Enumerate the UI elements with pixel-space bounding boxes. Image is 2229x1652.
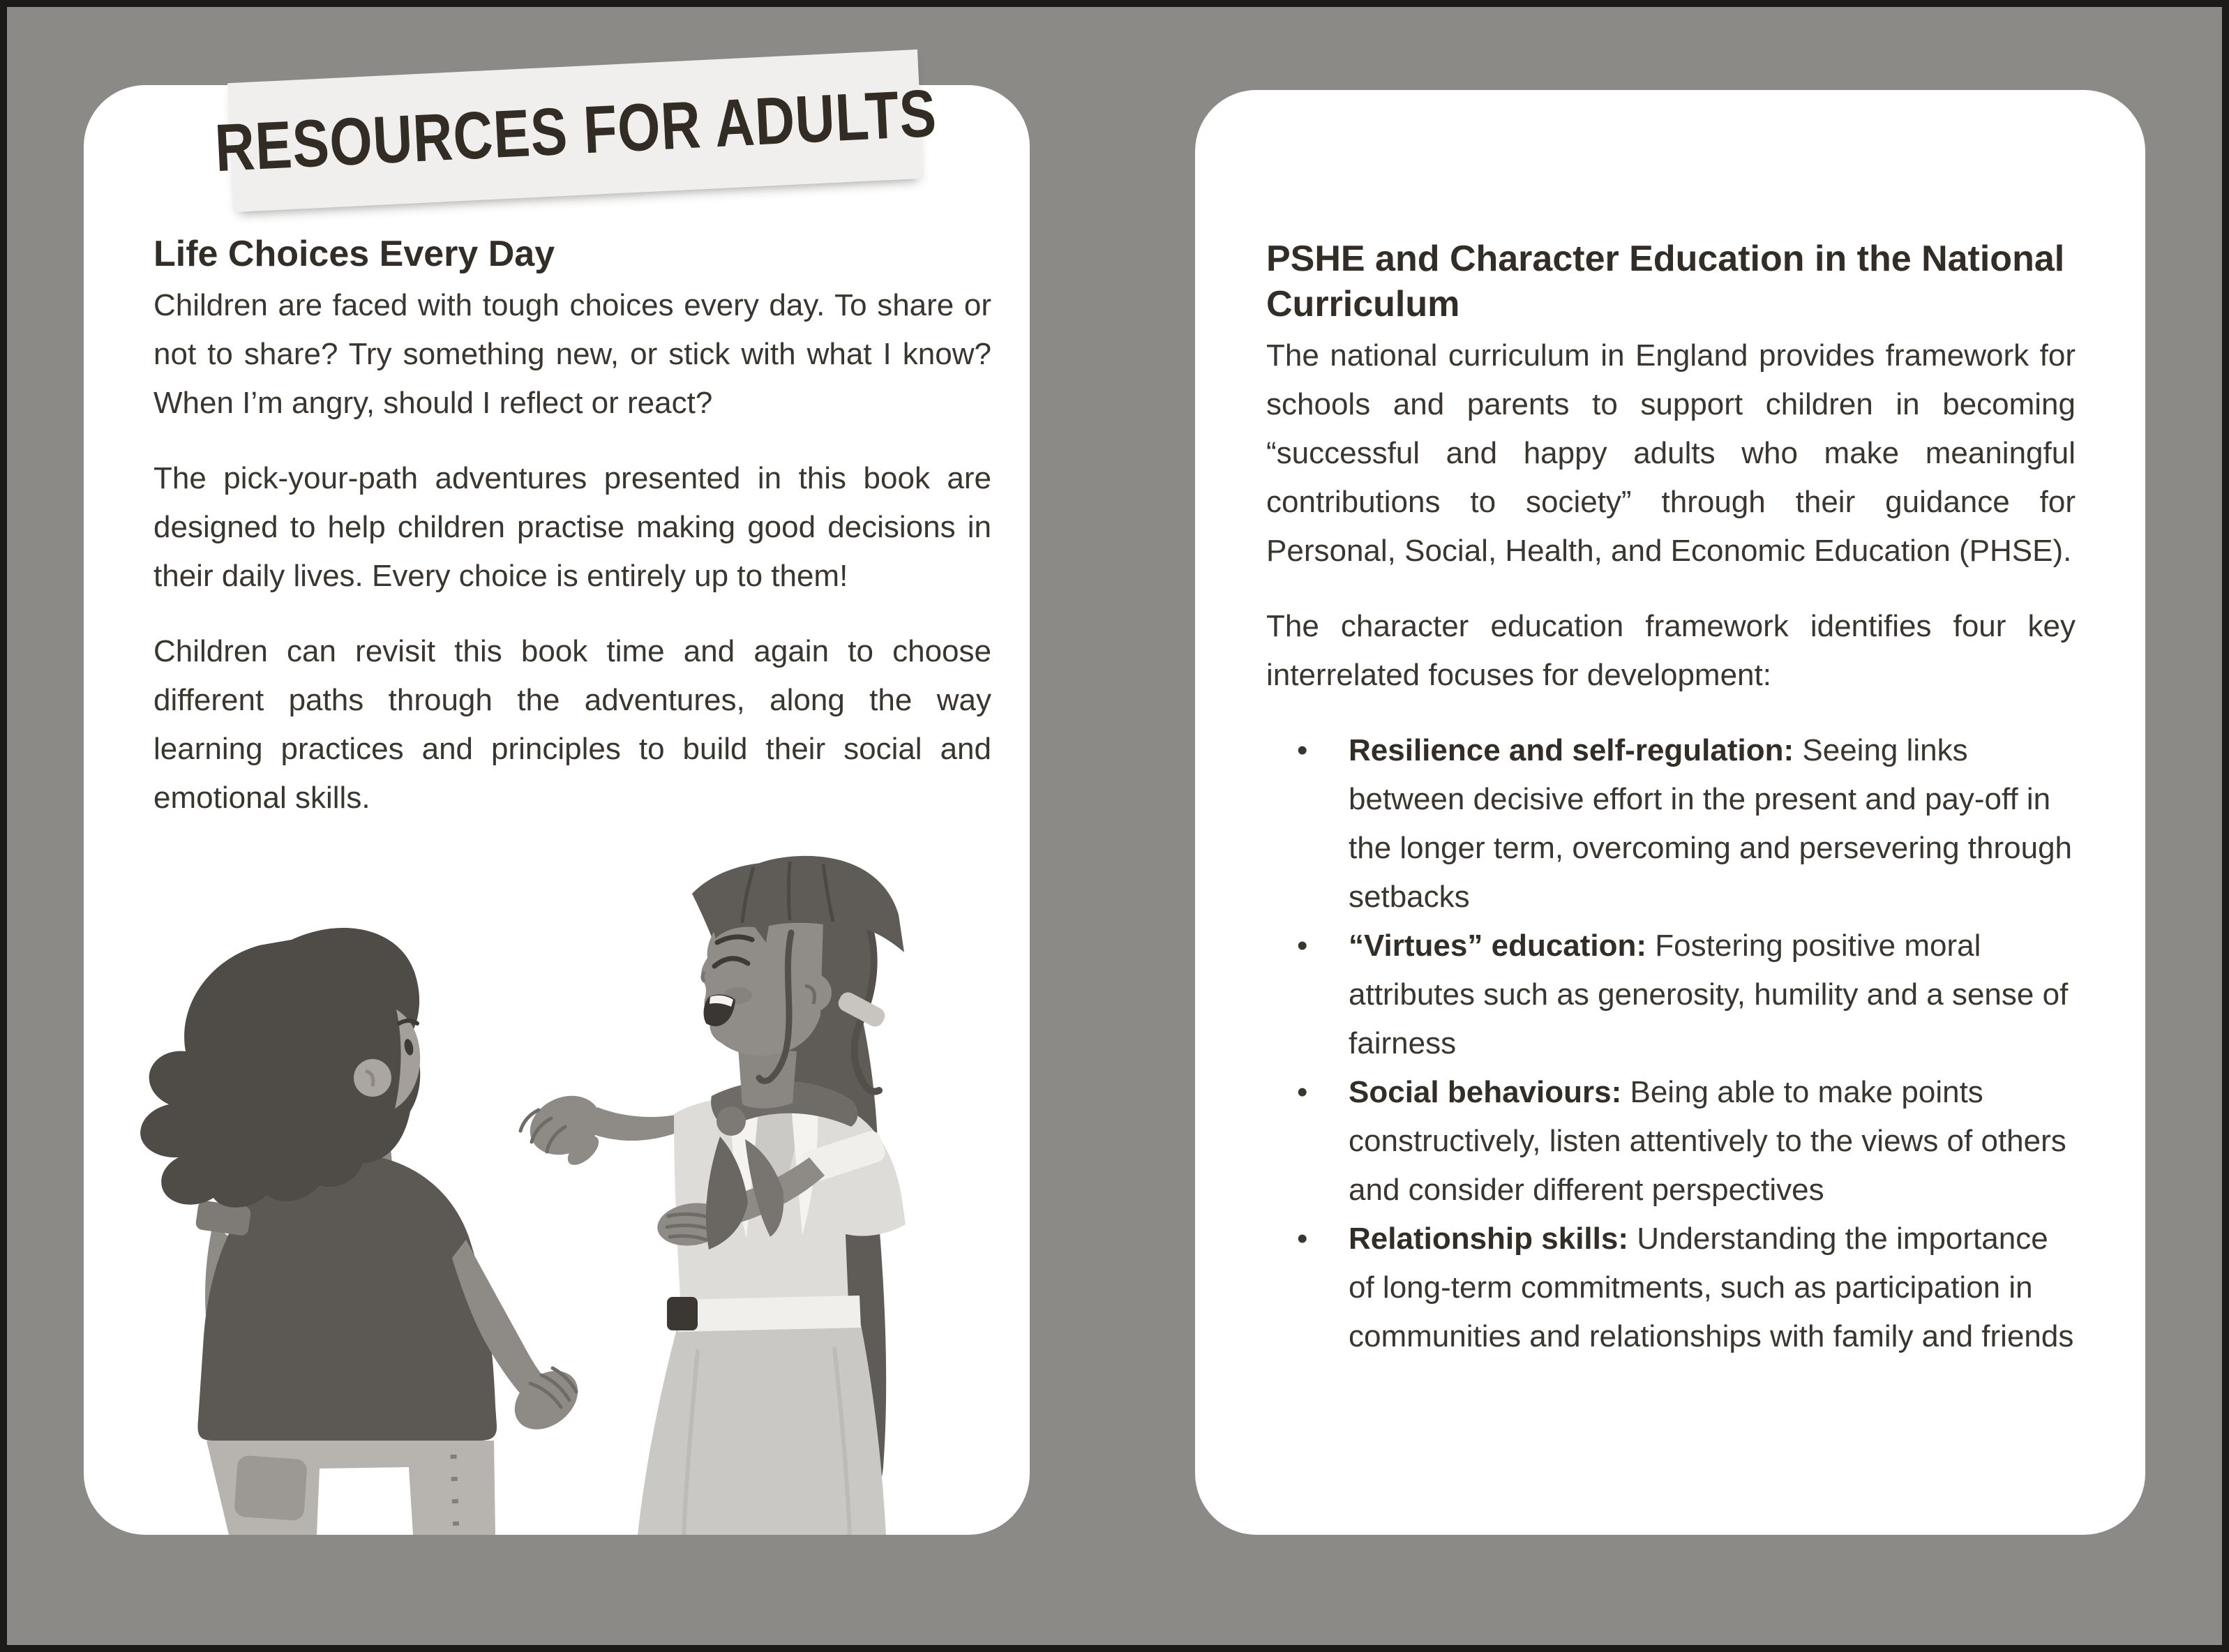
right-paragraph-1: The national curriculum in England provides framework for schools and parents to support children in becoming “successful and happy adults who make meaningful contributions to society” through their guidance for Personal, Social, Health, and Economic Education (PHSE). (1266, 338, 2076, 568)
right-card (1195, 90, 2145, 1535)
left-card-heading: Life Choices Every Day (153, 234, 555, 274)
adult-nose (703, 972, 705, 982)
child-adult-illustration (84, 848, 1030, 1535)
adult-scarf-knot (716, 1106, 746, 1136)
list-item-lead: Resilience and self-regulation: (1349, 733, 1794, 767)
list-item-text: Understanding the importance of long-term commitments, such as participation in communities and relationships with family and friends (1349, 1222, 2074, 1353)
left-paragraph-2: The pick-your-path adventures presented in this book are designed to help children practise making good decisions in their daily lives. Every choice is entirely up to them! (153, 461, 991, 593)
list-item-lead: Social behaviours: (1349, 1075, 1622, 1109)
adult-belt-buckle (667, 1297, 698, 1330)
left-paragraph-3: Children can revisit this book time and again to choose different paths through the adventures, along the way learning practices and principles to build their social and emotional skills. (153, 634, 991, 815)
right-paragraph-2: The character education framework identifies four key interrelated focuses for development: (1266, 609, 2076, 692)
list-item-text: Fostering positive moral attributes such as generosity, humility and a sense of fairness (1349, 929, 2069, 1060)
list-item-resilience (1266, 726, 2076, 922)
right-card-heading: PSHE and Character Education in the National Curriculum (1266, 239, 2065, 324)
list-item-lead: Relationship skills: (1349, 1222, 1628, 1256)
adult-gesture-forearm (587, 1107, 680, 1141)
banner-title: RESOURCES FOR ADULTS (213, 75, 938, 186)
left-paragraph-1: Children are faced with tough choices every day. To share or not to share? Try something new, or stick with what I know? When I’m angry, should I reflect or react? (153, 288, 991, 420)
list-item-lead: “Virtues” education: (1349, 929, 1647, 963)
child-figure (140, 928, 589, 1535)
list-item-text: Seeing links between decisive effort in the present and pay-off in the longer term, overcoming and persevering through setbacks (1349, 733, 2073, 914)
list-item-relationship-skills (1266, 1215, 2076, 1361)
adult-figure (520, 856, 906, 1535)
child-pants-pocket (234, 1455, 308, 1522)
list-item-virtues (1266, 922, 2076, 1068)
list-item-social-behaviours (1266, 1068, 2076, 1215)
focus-list (1266, 726, 2076, 1361)
left-card (84, 85, 1030, 1535)
list-item-text: Being able to make points constructively, listen attentively to the views of others and consider different perspectives (1349, 1075, 2066, 1207)
adult-waistband (678, 1296, 861, 1332)
adult-ear (793, 973, 832, 1012)
